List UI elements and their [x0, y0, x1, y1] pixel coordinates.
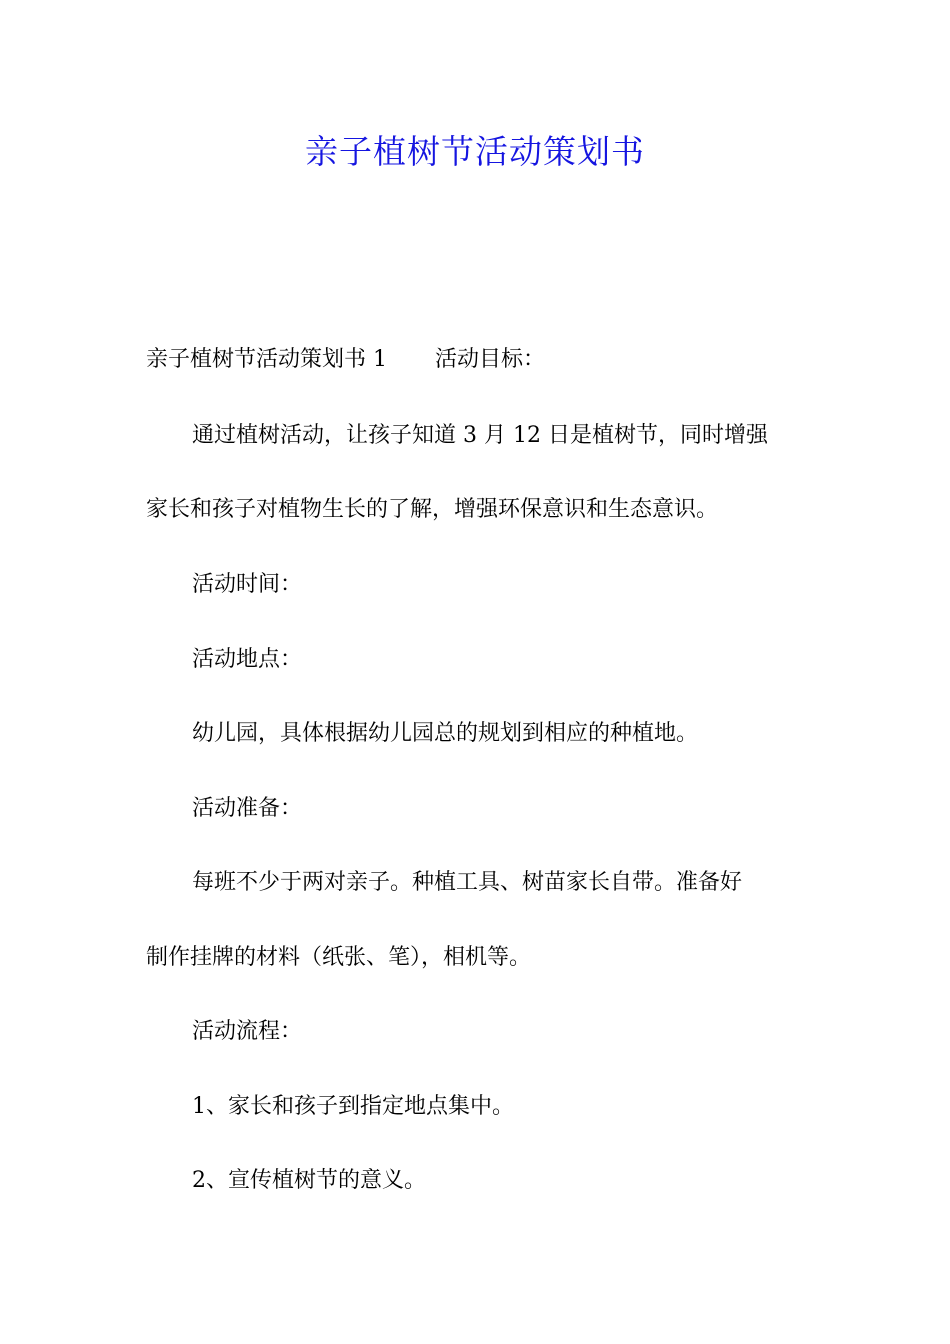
goal-paragraph-line-1: 通过植树活动，让孩子知道 3 月 12 日是植树节，同时增强 — [192, 423, 768, 448]
prep-paragraph-line-1: 每班不少于两对亲子。种植工具、树苗家长自带。准备好 — [192, 870, 743, 895]
prep-label: 活动准备： — [192, 796, 303, 821]
process-label: 活动流程： — [192, 1019, 303, 1044]
time-label: 活动时间： — [192, 572, 303, 597]
goal-paragraph-line-2: 家长和孩子对植物生长的了解，增强环保意识和生态意识。 — [146, 497, 719, 522]
section-heading-name: 亲子植树节活动策划书 1 — [146, 347, 387, 372]
section-heading-label: 活动目标： — [435, 347, 546, 372]
section-heading-line — [146, 345, 545, 375]
document-title: 亲子植树节活动策划书 — [305, 132, 645, 171]
process-step-2: 2、宣传植树节的意义。 — [192, 1168, 426, 1193]
place-label: 活动地点： — [192, 647, 303, 672]
prep-paragraph-line-2: 制作挂牌的材料（纸张、笔），相机等。 — [146, 945, 532, 970]
process-step-1: 1、家长和孩子到指定地点集中。 — [192, 1094, 514, 1119]
place-text: 幼儿园，具体根据幼儿园总的规划到相应的种植地。 — [192, 721, 699, 746]
